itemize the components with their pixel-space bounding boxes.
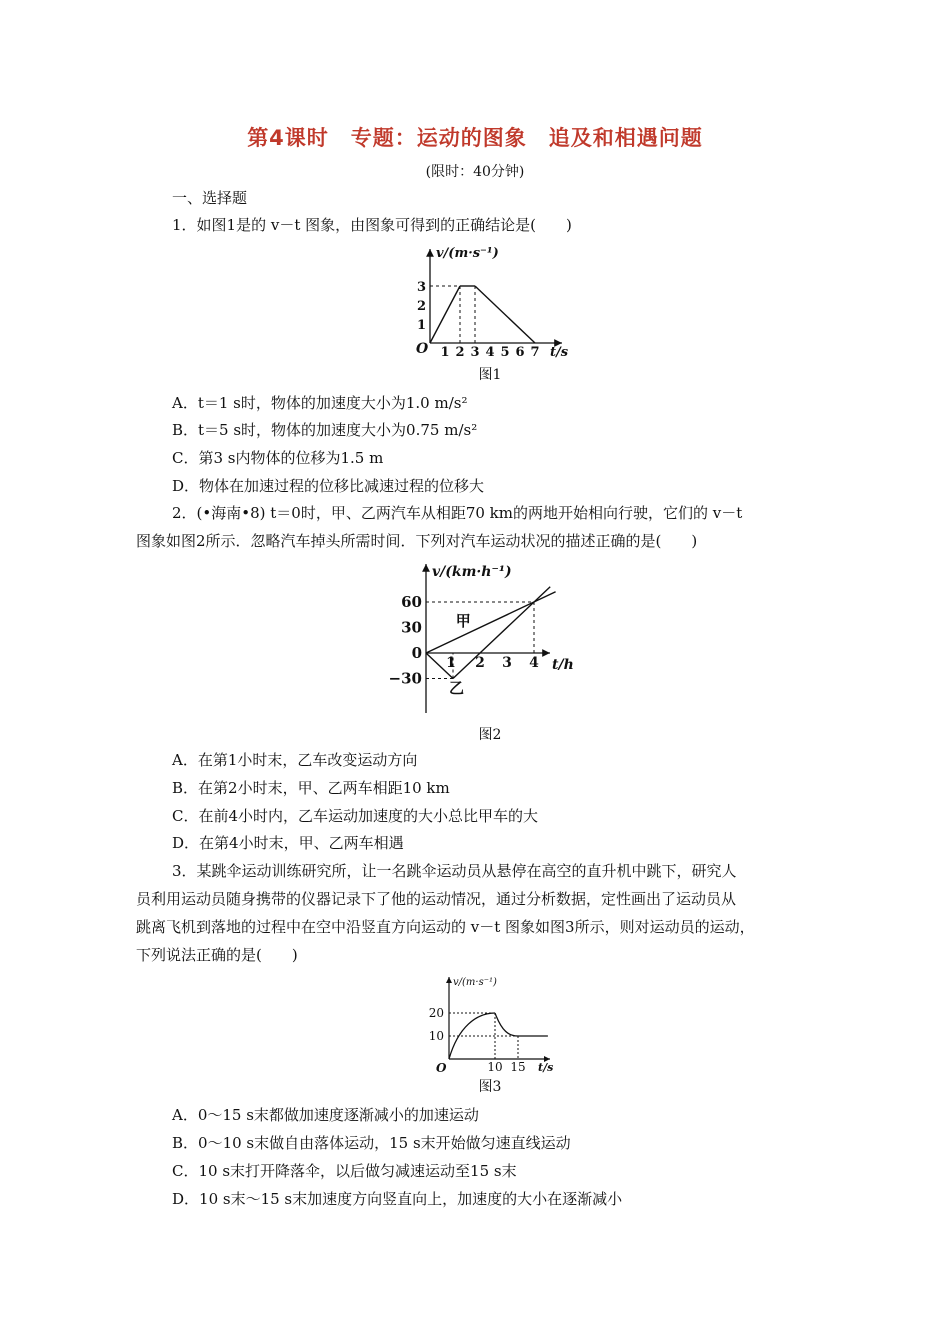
q1-option-d: D．物体在加速过程的位移比减速过程的位移大 — [172, 477, 485, 495]
x-tick-label: 1 — [446, 655, 456, 671]
q3-option-b: B．0～10 s末做自由落体运动，15 s末开始做匀速直线运动 — [172, 1134, 571, 1152]
q3-option-a: A．0～15 s末都做加速度逐渐减小的加速运动 — [172, 1106, 479, 1124]
y-tick-label: 60 — [401, 593, 422, 611]
q2-option-c: C．在前4小时内，乙车运动加速度的大小总比甲车的大 — [172, 807, 539, 825]
x-tick-label: 1 — [440, 345, 450, 360]
x-axis-label: t/s — [550, 345, 569, 360]
q3-stem-line3: 跳离飞机到落地的过程中在空中沿竖直方向运动的 v－t 图象如图3所示，则对运动员的运动， — [136, 918, 755, 936]
x-tick-label: 2 — [475, 655, 485, 671]
series-segment — [430, 286, 460, 343]
x-tick-label: 6 — [515, 345, 525, 360]
q1-option-a: A．t＝1 s时，物体的加速度大小为1.0 m/s² — [172, 394, 468, 412]
y-tick-label: 3 — [416, 280, 426, 295]
y-tick-label: −30 — [388, 669, 422, 688]
x-tick-label: 10 — [487, 1060, 503, 1074]
series-curve-fall — [495, 1013, 518, 1036]
section-heading: 一、选择题 — [172, 189, 248, 207]
y-tick-label: 2 — [416, 299, 426, 314]
y-axis-label: v/(m·s⁻¹) — [453, 977, 497, 988]
q3-stem-line2: 员利用运动员随身携带的仪器记录下了他的运动情况，通过分析数据，定性画出了运动员从 — [136, 890, 737, 908]
x-tick-label: 15 — [510, 1060, 526, 1074]
series-jia-line — [426, 592, 556, 653]
x-tick-label: 5 — [500, 345, 510, 360]
y-tick-label: 1 — [416, 318, 426, 333]
q1-option-b: B．t＝5 s时，物体的加速度大小为0.75 m/s² — [172, 421, 478, 439]
x-tick-label: 2 — [455, 345, 465, 360]
series-label-jia: 甲 — [455, 611, 471, 630]
y-tick-label: 10 — [428, 1029, 444, 1043]
series-curve-rise — [449, 1013, 495, 1059]
x-axis-label: t/s — [538, 1061, 554, 1074]
series-segment — [475, 286, 535, 343]
q2-stem-line2: 图象如图2所示．忽略汽车掉头所需时间．下列对汽车运动状况的描述正确的是( ) — [136, 532, 698, 550]
figure-1-caption: 图1 — [478, 367, 502, 383]
x-tick-label: 3 — [502, 655, 512, 671]
y-tick-label: 0 — [411, 644, 422, 662]
x-tick-label: 3 — [470, 345, 480, 360]
x-tick-label: 4 — [485, 345, 495, 360]
q3-stem-line1: 3．某跳伞运动训练研究所，让一名跳伞运动员从悬停在高空的直升机中跳下，研究人 — [172, 862, 737, 880]
q2-option-a: A．在第1小时末，乙车改变运动方向 — [172, 751, 418, 769]
figure-3-chart — [422, 973, 582, 1073]
y-axis-label: v/(km·h⁻¹) — [432, 564, 512, 580]
q1-stem: 1．如图1是的 v－t 图象，由图象可得到的正确结论是( ) — [172, 216, 572, 234]
y-axis-label: v/(m·s⁻¹) — [436, 246, 499, 261]
q1-option-c: C．第3 s内物体的位移为1.5 m — [172, 449, 384, 467]
origin-label: O — [416, 341, 429, 357]
figure-3-caption: 图3 — [478, 1079, 502, 1095]
q3-stem-line4: 下列说法正确的是( ) — [136, 946, 298, 964]
q2-option-d: D．在第4小时末，甲、乙两车相遇 — [172, 834, 404, 852]
origin-label: O — [436, 1061, 447, 1075]
x-axis-label: t/h — [552, 657, 574, 673]
x-tick-label: 7 — [530, 345, 540, 360]
q2-stem-line1: 2．(•海南•8) t＝0时，甲、乙两汽车从相距70 km的两地开始相向行驶，它们的 v－t — [172, 504, 743, 522]
q3-option-c: C．10 s末打开降落伞，以后做匀减速运动至15 s末 — [172, 1162, 517, 1180]
figure-1-chart — [410, 243, 610, 363]
figure-2-caption: 图2 — [478, 727, 502, 743]
y-tick-label: 20 — [428, 1006, 444, 1020]
q2-option-b: B．在第2小时末，甲、乙两车相距10 km — [172, 779, 450, 797]
time-limit: (限时：40分钟) — [425, 164, 525, 180]
series-label-yi: 乙 — [448, 678, 464, 697]
q3-option-d: D．10 s末～15 s末加速度方向竖直向上，加速度的大小在逐渐减小 — [172, 1190, 623, 1208]
y-tick-label: 30 — [401, 618, 422, 637]
figure-2-chart — [370, 558, 590, 718]
page-title: 第4课时 专题：运动的图象 追及和相遇问题 — [247, 126, 703, 150]
x-tick-label: 4 — [529, 655, 539, 671]
